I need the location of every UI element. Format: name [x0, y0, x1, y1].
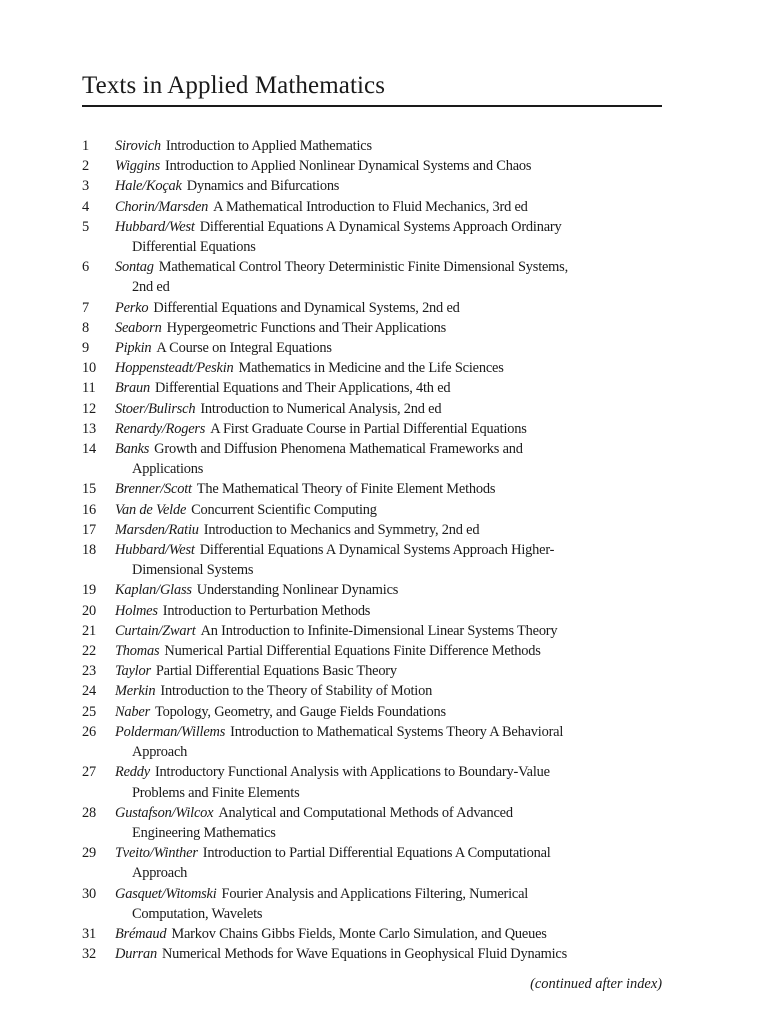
- entry-line: [115, 924, 682, 944]
- entry-title: Markov Chains Gibbs Fields, Monte Carlo Simulation, and Queues: [171, 925, 547, 942]
- entry-line: [115, 217, 682, 237]
- entry-author: Curtain/Zwart: [115, 622, 196, 639]
- entry-number: 11: [82, 380, 96, 397]
- page-title: Texts in Applied Mathematics: [82, 72, 386, 99]
- list-item: [82, 479, 682, 499]
- entry-number: 27: [82, 764, 96, 781]
- list-item: [82, 217, 682, 257]
- entry-author: Merkin: [115, 683, 156, 700]
- entry-title: Differential Equations and Dynamical Systems, 2nd ed: [153, 299, 460, 316]
- entry-author: Hubbard/West: [115, 218, 195, 235]
- entry-author: Banks: [115, 441, 150, 458]
- entry-line: [115, 702, 682, 722]
- entry-line: [115, 540, 682, 560]
- entry-line: [115, 580, 682, 600]
- list-item: [82, 702, 682, 722]
- entry-number: 20: [82, 602, 96, 619]
- entry-title: Introduction to Mathematical Systems Theory A Behavioral: [230, 723, 564, 740]
- entry-title-continued: Approach: [132, 744, 188, 761]
- list-item: [82, 540, 682, 580]
- list-item: [82, 722, 682, 762]
- entry-author: Polderman/Willems: [115, 723, 226, 740]
- entry-line: [115, 661, 682, 681]
- list-item: [82, 298, 682, 318]
- list-item: [82, 156, 682, 176]
- entry-author: Brémaud: [115, 925, 167, 942]
- list-item: [82, 621, 682, 641]
- entry-title: Dynamics and Bifurcations: [186, 178, 340, 195]
- entry-title: Introductory Functional Analysis with Applications to Boundary-Value: [154, 764, 550, 781]
- entry-line: [115, 500, 682, 520]
- entry-number: 5: [82, 218, 89, 235]
- entry-title: Numerical Partial Differential Equations Finite Difference Methods: [164, 643, 541, 660]
- entry-title: Hypergeometric Functions and Their Applications: [166, 319, 447, 336]
- list-item: [82, 520, 682, 540]
- entry-author: Kaplan/Glass: [115, 582, 192, 599]
- entry-number: 12: [82, 400, 96, 417]
- entry-number: 9: [82, 340, 89, 357]
- continued-note: (continued after index): [530, 976, 662, 992]
- entry-number: 13: [82, 420, 96, 437]
- entry-author: Hale/Koçak: [115, 178, 182, 195]
- entry-title: An Introduction to Infinite-Dimensional Linear Systems Theory: [200, 622, 558, 639]
- entry-author: Holmes: [115, 602, 158, 619]
- entry-number: 1: [82, 138, 89, 154]
- entry-author: Tveito/Winther: [115, 845, 198, 862]
- entry-number: 3: [82, 178, 89, 195]
- entry-line: [115, 944, 682, 964]
- entry-author: Naber: [115, 703, 150, 720]
- list-item: [82, 419, 682, 439]
- series-list: [82, 136, 682, 964]
- entry-title: Partial Differential Equations Basic Theory: [155, 663, 397, 680]
- entry-line: [115, 318, 682, 338]
- entry-title: Introduction to the Theory of Stability of Motion: [160, 683, 433, 700]
- entry-title: Introduction to Numerical Analysis, 2nd ed: [200, 400, 442, 417]
- entry-title: Mathematics in Medicine and the Life Sciences: [238, 360, 504, 377]
- entry-title: Introduction to Mechanics and Symmetry, 2nd ed: [203, 521, 480, 538]
- entry-number: 4: [82, 198, 89, 215]
- entry-title: Introduction to Applied Mathematics: [165, 138, 372, 154]
- list-item: [82, 762, 682, 802]
- entry-number: 24: [82, 683, 96, 700]
- entry-title: A First Graduate Course in Partial Differential Equations: [210, 420, 527, 437]
- entry-author: Pipkin: [115, 340, 152, 357]
- entry-title-continued: Differential Equations: [132, 239, 256, 256]
- list-item: [82, 803, 682, 843]
- entry-number: 14: [82, 441, 96, 458]
- entry-line: [115, 378, 682, 398]
- entry-author: Gasquet/Witomski: [115, 885, 217, 902]
- list-item: [82, 681, 682, 701]
- entry-author: Brenner/Scott: [115, 481, 192, 498]
- entry-line: [115, 197, 682, 217]
- entry-author: Gustafson/Wilcox: [115, 804, 214, 821]
- list-item: [82, 318, 682, 338]
- entry-title-continued: Engineering Mathematics: [132, 824, 276, 841]
- entry-author: Hoppensteadt/Peskin: [115, 360, 234, 377]
- entry-number: 16: [82, 501, 96, 518]
- entry-title: Topology, Geometry, and Gauge Fields Foundations: [154, 703, 446, 720]
- entry-title: Growth and Diffusion Phenomena Mathematical Frameworks and: [154, 441, 523, 458]
- entry-line: [115, 176, 682, 196]
- entry-number: 31: [82, 925, 96, 942]
- list-item: [82, 439, 682, 479]
- entry-number: 10: [82, 360, 96, 377]
- entry-line: [115, 399, 682, 419]
- entry-author: Van de Velde: [115, 501, 187, 518]
- entry-author: Chorin/Marsden: [115, 198, 209, 215]
- entry-title-continued: Approach: [132, 865, 188, 882]
- entry-number: 17: [82, 521, 96, 538]
- entry-line: [115, 136, 682, 156]
- entry-number: 22: [82, 643, 96, 660]
- entry-number: 21: [82, 622, 96, 639]
- entry-author: Seaborn: [115, 319, 162, 336]
- entry-author: Taylor: [115, 663, 151, 680]
- entry-line: [115, 641, 682, 661]
- entry-line: [115, 257, 682, 277]
- entry-line: [115, 621, 682, 641]
- entry-line: [115, 762, 682, 782]
- entry-number: 8: [82, 319, 89, 336]
- entry-line: [115, 156, 682, 176]
- entry-line: [115, 298, 682, 318]
- entry-title: A Mathematical Introduction to Fluid Mechanics, 3rd ed: [213, 198, 528, 215]
- entry-author: Durran: [115, 946, 157, 963]
- list-item: [82, 136, 682, 156]
- entry-number: 23: [82, 663, 96, 680]
- list-item: [82, 924, 682, 944]
- entry-author: Thomas: [115, 643, 160, 660]
- entry-title: Introduction to Perturbation Methods: [162, 602, 371, 619]
- entry-line: [115, 338, 682, 358]
- list-item: [82, 601, 682, 621]
- entry-author: Braun: [115, 380, 150, 397]
- entry-number: 6: [82, 259, 89, 276]
- entry-line: [115, 803, 682, 823]
- entry-title: Concurrent Scientific Computing: [191, 501, 377, 518]
- entry-line: [115, 843, 682, 863]
- entry-number: 18: [82, 542, 96, 559]
- entry-title: Introduction to Applied Nonlinear Dynamical Systems and Chaos: [164, 158, 532, 175]
- entry-author: Perko: [115, 299, 149, 316]
- entry-author: Renardy/Rogers: [115, 420, 206, 437]
- list-item: [82, 661, 682, 681]
- entry-title-continued: 2nd ed: [132, 279, 170, 296]
- entry-author: Hubbard/West: [115, 542, 195, 559]
- entry-number: 26: [82, 723, 96, 740]
- entry-title: Introduction to Partial Differential Equations A Computational: [202, 845, 551, 862]
- list-item: [82, 843, 682, 883]
- entry-author: Marsden/Ratiu: [115, 521, 199, 538]
- list-item: [82, 399, 682, 419]
- entry-number: 7: [82, 299, 89, 316]
- entry-line: [115, 419, 682, 439]
- entry-title: A Course on Integral Equations: [156, 340, 332, 357]
- entry-line: [115, 681, 682, 701]
- list-item: [82, 358, 682, 378]
- list-item: [82, 641, 682, 661]
- entry-title-continued: Problems and Finite Elements: [132, 784, 300, 801]
- list-item: [82, 197, 682, 217]
- entry-number: 30: [82, 885, 96, 902]
- entry-line: [115, 520, 682, 540]
- entry-line: [115, 601, 682, 621]
- entry-number: 19: [82, 582, 96, 599]
- entry-number: 28: [82, 804, 96, 821]
- entry-line: [115, 722, 682, 742]
- entry-title: The Mathematical Theory of Finite Element Methods: [196, 481, 496, 498]
- list-item: [82, 176, 682, 196]
- entry-author: Reddy: [115, 764, 150, 781]
- list-item: [82, 944, 682, 964]
- list-item: [82, 378, 682, 398]
- title-rule: [82, 105, 662, 107]
- entry-number: 25: [82, 703, 96, 720]
- list-item: [82, 257, 682, 297]
- entry-title-continued: Applications: [132, 461, 204, 478]
- entry-title: Differential Equations A Dynamical Systems Approach Ordinary: [199, 218, 562, 235]
- list-item: [82, 884, 682, 924]
- entry-line: [115, 479, 682, 499]
- entry-author: Stoer/Bulirsch: [115, 400, 196, 417]
- entry-number: 29: [82, 845, 96, 862]
- entry-title: Fourier Analysis and Applications Filtering, Numerical: [221, 885, 529, 902]
- entry-title: Numerical Methods for Wave Equations in Geophysical Fluid Dynamics: [161, 946, 568, 963]
- entry-line: [115, 358, 682, 378]
- list-item: [82, 500, 682, 520]
- entry-line: [115, 884, 682, 904]
- list-item: [82, 580, 682, 600]
- entry-title: Analytical and Computational Methods of Advanced: [218, 804, 513, 821]
- list-item: [82, 338, 682, 358]
- entry-number: 15: [82, 481, 96, 498]
- entry-title: Mathematical Control Theory Deterministic Finite Dimensional Systems,: [158, 259, 568, 276]
- entry-number: 32: [82, 946, 96, 963]
- entry-title-continued: Dimensional Systems: [132, 562, 254, 579]
- entry-author: Sontag: [115, 259, 154, 276]
- entry-title-continued: Computation, Wavelets: [132, 905, 263, 922]
- entry-author: Sirovich: [115, 138, 161, 154]
- entry-title: Differential Equations A Dynamical Systems Approach Higher-: [199, 542, 555, 559]
- entry-title: Understanding Nonlinear Dynamics: [196, 582, 399, 599]
- entry-title: Differential Equations and Their Applications, 4th ed: [154, 380, 451, 397]
- entry-author: Wiggins: [115, 158, 160, 175]
- entry-number: 2: [82, 158, 89, 175]
- entry-line: [115, 439, 682, 459]
